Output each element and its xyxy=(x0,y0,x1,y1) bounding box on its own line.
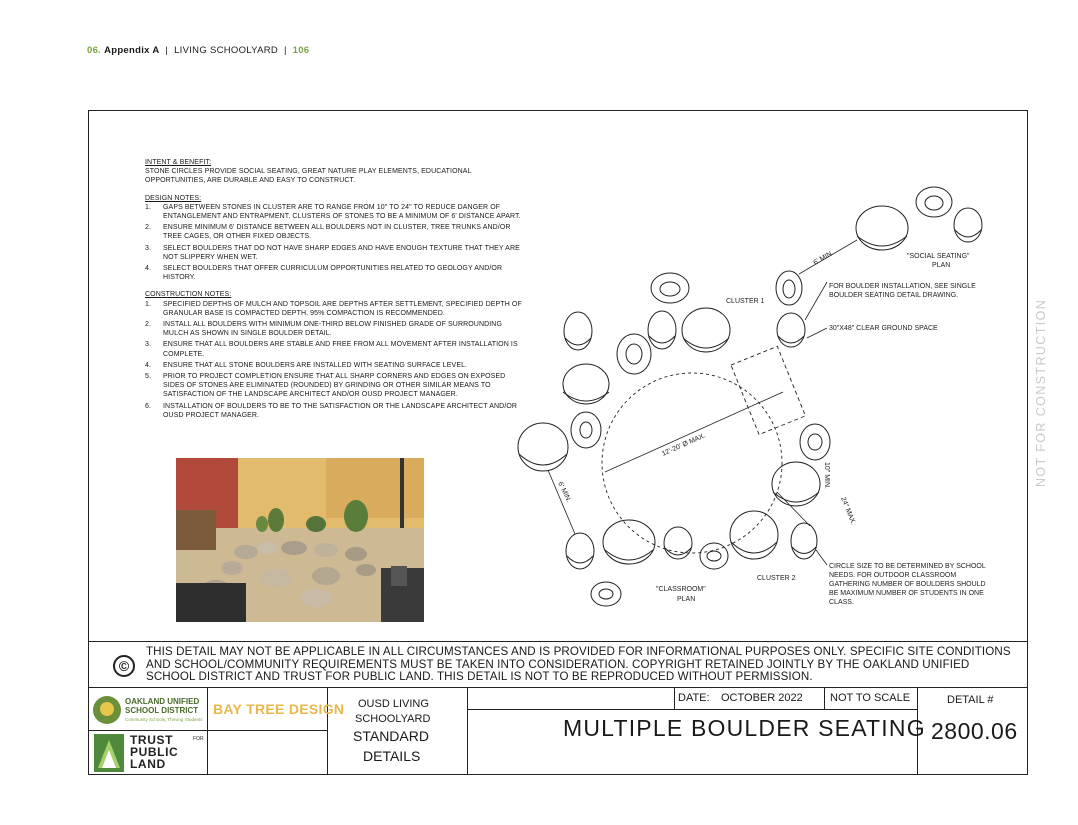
item-text: SELECT BOULDERS THAT DO NOT HAVE SHARP EDGES AND HAVE ENOUGH TEXTURE THAT THEY ARE NOT SLIPPERY WHEN WET. xyxy=(163,244,520,261)
oakland-line-1: OAKLAND UNIFIED xyxy=(125,697,200,706)
boulder xyxy=(916,187,952,217)
boulder xyxy=(731,542,777,553)
item-number: 2. xyxy=(145,321,152,329)
item-text: GAPS BETWEEN STONES IN CLUSTER ARE TO RANGE FROM 10" TO 24" TO REDUCE DANGER OF ENTANGLEMENT AND ENTRAPMENT. CLUSTERS OF STONES TO BE A MINIMUM OF 6' DISTANCE APART. xyxy=(163,203,521,221)
leader-line xyxy=(805,282,827,320)
section-number: 06. xyxy=(87,45,102,56)
boulder xyxy=(856,206,908,250)
boulder xyxy=(955,230,981,237)
note-clear-ground: 30"X48" CLEAR GROUND SPACE xyxy=(829,325,938,332)
item-text: SPECIFIED DEPTHS OF MULCH AND TOPSOIL ARE DEPTHS AFTER SETTLEMENT, SPECIFIED DEPTH OF GRANULAR BASE IS COMPACTED DEPTH. 95% COMPACTION IS RECOMMENDED. xyxy=(163,300,522,317)
boulder xyxy=(617,334,651,374)
trust-for-public-land-icon xyxy=(94,734,124,772)
label-six-min-left: 6' MIN. xyxy=(556,480,573,504)
plan-svg xyxy=(515,170,1025,625)
label-gap-min: 10" MIN. xyxy=(823,462,830,489)
label-cluster-2: CLUSTER 2 xyxy=(757,575,796,582)
item-number: 2. xyxy=(145,224,152,232)
boulder xyxy=(564,312,592,350)
dimension-line xyxy=(605,392,783,472)
boulder xyxy=(730,511,778,559)
scale-text: NOT TO SCALE xyxy=(830,692,911,704)
title-block-divider xyxy=(674,687,675,709)
label-cluster-1: CLUSTER 1 xyxy=(726,298,765,305)
item-number: 4. xyxy=(145,265,152,273)
boulder xyxy=(772,462,820,506)
copyright-icon: © xyxy=(113,655,135,677)
boulder xyxy=(925,196,943,210)
boulder xyxy=(777,313,805,347)
label-social-plan-2: PLAN xyxy=(932,262,951,269)
boulder xyxy=(563,364,609,404)
clear-ground-space xyxy=(731,346,805,434)
boulder xyxy=(808,434,822,450)
title-block-divider xyxy=(467,709,918,710)
boulder xyxy=(649,336,675,343)
boulder xyxy=(800,424,830,460)
boulder xyxy=(519,454,567,465)
notes-block xyxy=(145,158,523,428)
label-gap-max: 24" MAX. xyxy=(839,496,857,526)
label-six-min-top: 6' MIN. xyxy=(812,249,836,267)
list-item xyxy=(145,340,523,358)
site-photo xyxy=(176,458,424,622)
boulder xyxy=(792,547,816,554)
title-block-divider xyxy=(207,687,208,775)
page-header xyxy=(87,45,309,56)
list-item xyxy=(145,264,523,282)
boulder xyxy=(682,308,730,352)
tpl-for-text: FOR xyxy=(193,736,204,742)
boulder xyxy=(603,520,655,564)
leader-line xyxy=(816,550,827,565)
header-separator: | xyxy=(165,45,169,56)
note-circle-line-5: CLASS. xyxy=(829,599,854,606)
label-diameter: 12'-20' Ø MAX. xyxy=(660,432,707,458)
list-item xyxy=(145,402,523,420)
standard-text: STANDARD xyxy=(353,728,429,744)
disclaimer-text: THIS DETAIL MAY NOT BE APPLICABLE IN ALL CIRCUMSTANCES AND IS PROVIDED FOR INFORMATIONAL PURPOSES ONLY. SPECIFIC SITE CONDITIONS AND SCHOOL/COMMUNITY REQUIREMENTS MUST BE TAKEN INTO CONSIDERATION. COPYRIGHT RETAINED JOINTLY BY THE OAKLAND UNIFIED SCHOOL DISTRICT AND TRUST FOR PUBLIC LAND. THIS DETAIL IS NOT TO BE REPRODUCED WITHOUT PERMISSION. xyxy=(146,645,1011,684)
section-name: Appendix A xyxy=(104,45,160,56)
boulder xyxy=(707,551,721,561)
boulder xyxy=(571,412,601,448)
item-text: ENSURE MINIMUM 6' DISTANCE BETWEEN ALL BOULDERS NOT IN CLUSTER, TREE TRUNKS AND/OR TREE CAGES, OR OTHER FIXED OBJECTS. xyxy=(163,224,511,241)
list-item xyxy=(145,320,523,338)
boulder xyxy=(565,338,591,345)
item-text: INSTALL ALL BOULDERS WITH MINIMUM ONE-THIRD BELOW FINISHED GRADE OF SURROUNDING MULCH AS SHOWN IN SINGLE BOULDER DETAIL. xyxy=(163,321,503,338)
tpl-line-3: LAND xyxy=(130,757,166,771)
list-item xyxy=(145,361,523,370)
boulder xyxy=(776,271,802,305)
design-notes-section xyxy=(145,194,523,283)
list-item xyxy=(145,244,523,262)
item-text: SELECT BOULDERS THAT OFFER CURRICULUM OPPORTUNITIES RELATED TO GEOLOGY AND/OR HISTORY. xyxy=(163,265,503,282)
design-notes-list xyxy=(145,203,523,283)
item-number: 3. xyxy=(145,341,152,349)
leader-line xyxy=(807,328,827,338)
boulder xyxy=(591,582,621,606)
boulder xyxy=(665,548,691,555)
boulder xyxy=(778,336,804,343)
boulder xyxy=(651,273,689,303)
boulder xyxy=(563,392,609,401)
title-block-divider xyxy=(467,687,468,775)
date-value: OCTOBER 2022 xyxy=(721,692,803,704)
schoolyard-text: SCHOOLYARD xyxy=(355,713,431,725)
item-text: ENSURE THAT ALL STONE BOULDERS ARE INSTALLED WITH SEATING SURFACE LEVEL. xyxy=(163,361,468,369)
note-install-line-2: BOULDER SEATING DETAIL DRAWING. xyxy=(829,292,959,299)
tpl-line-2: PUBLIC xyxy=(130,745,179,759)
title-block-divider xyxy=(824,687,825,709)
item-number: 1. xyxy=(145,203,152,211)
header-separator: | xyxy=(283,45,287,56)
construction-notes-list xyxy=(145,300,523,420)
intent-section xyxy=(145,158,523,186)
boulder xyxy=(626,344,642,364)
note-circle-line-3: GATHERING NUMBER OF BOULDERS SHOULD xyxy=(829,581,986,588)
note-install-line-1: FOR BOULDER INSTALLATION, SEE SINGLE xyxy=(829,283,976,290)
detail-number: 2800.06 xyxy=(931,718,1018,744)
oakland-tagline: Community Schools, Thriving Students xyxy=(125,717,203,722)
label-classroom-plan-1: "CLASSROOM" xyxy=(656,586,706,593)
list-item xyxy=(145,300,523,318)
construction-notes-heading: CONSTRUCTION NOTES: xyxy=(145,291,232,299)
item-number: 3. xyxy=(145,244,152,252)
intent-heading: INTENT & BENEFIT: xyxy=(145,159,212,166)
boulder xyxy=(518,423,568,471)
design-notes-heading: DESIGN NOTES: xyxy=(145,194,202,202)
list-item xyxy=(145,372,523,400)
item-number: 5. xyxy=(145,373,152,381)
item-text: ENSURE THAT ALL BOULDERS ARE STABLE AND FREE FROM ALL MOVEMENT AFTER INSTALLATION IS COMPLETE. xyxy=(163,341,518,358)
boulder xyxy=(664,527,692,559)
bay-tree-design-logo: BAY TREE DESIGN xyxy=(213,701,345,717)
title-block-divider xyxy=(88,730,328,731)
boulder-photo-illustration xyxy=(176,458,424,622)
not-for-construction-watermark: NOT FOR CONSTRUCTION xyxy=(1034,298,1048,487)
oakland-tree-icon xyxy=(93,696,121,724)
item-number: 6. xyxy=(145,402,152,410)
dimension-line xyxy=(548,470,575,534)
list-item xyxy=(145,223,523,241)
intent-text: STONE CIRCLES PROVIDE SOCIAL SEATING, GREAT NATURE PLAY ELEMENTS, EDUCATIONAL OPPORTUNITIES, ARE DURABLE AND EASY TO CONSTRUCT. xyxy=(145,168,472,185)
label-social-plan-1: "SOCIAL SEATING" xyxy=(907,253,970,260)
boulder xyxy=(660,282,680,296)
boulder xyxy=(567,556,593,563)
note-circle-line-4: BE MAXIMUM NUMBER OF STUDENTS IN ONE xyxy=(829,590,984,597)
boulder xyxy=(783,280,795,298)
trust-for-public-land-text xyxy=(130,734,178,770)
boulder-plan-drawing xyxy=(515,170,1025,625)
oakland-line-2: SCHOOL DISTRICT xyxy=(125,706,199,715)
tpl-mark-svg xyxy=(94,734,124,772)
item-text: PRIOR TO PROJECT COMPLETION ENSURE THAT ALL SHARP CORNERS AND EDGES ON EXPOSED SIDES OF STONES ARE ELIMINATED (ROUNDED) BY GRINDING OR OTHER SIMILAR MEANS TO SATISFACTION OF THE LANDSCAPE ARCHITECT AND/OR OUSD PROJECT MANAGER. xyxy=(163,373,506,399)
dimension-line xyxy=(777,492,810,526)
boulder xyxy=(599,589,613,599)
detail-label: DETAIL # xyxy=(947,694,994,706)
boulder xyxy=(580,422,592,438)
seating-circle xyxy=(602,373,782,553)
note-circle-line-1: CIRCLE SIZE TO BE DETERMINED BY SCHOOL xyxy=(829,563,986,570)
tpl-line-1: TRUST xyxy=(130,733,173,747)
chapter-name: LIVING SCHOOLYARD xyxy=(174,45,279,56)
item-text: INSTALLATION OF BOULDERS TO BE TO THE SATISFACTION OR THE LANDSCAPE ARCHITECT AND/OR OUSD PROJECT MANAGER. xyxy=(163,402,518,419)
date-label: DATE: xyxy=(678,692,710,704)
construction-notes-section xyxy=(145,290,523,420)
item-number: 1. xyxy=(145,300,152,308)
ousd-living-text: OUSD LIVING xyxy=(358,698,429,710)
label-classroom-plan-2: PLAN xyxy=(677,596,696,603)
detail-title: MULTIPLE BOULDER SEATING xyxy=(563,715,926,741)
page-number: 106 xyxy=(292,45,310,56)
boulder xyxy=(700,543,728,569)
oakland-logo-text xyxy=(125,697,199,715)
oakland-usd-logo xyxy=(93,694,205,728)
boulder-group xyxy=(518,187,982,606)
title-block-top-border xyxy=(88,687,1028,688)
note-circle-line-2: NEEDS. FOR OUTDOOR CLASSROOM xyxy=(829,572,957,579)
details-text: DETAILS xyxy=(363,748,421,764)
boulder xyxy=(566,533,594,569)
item-number: 4. xyxy=(145,361,152,369)
list-item xyxy=(145,203,523,221)
